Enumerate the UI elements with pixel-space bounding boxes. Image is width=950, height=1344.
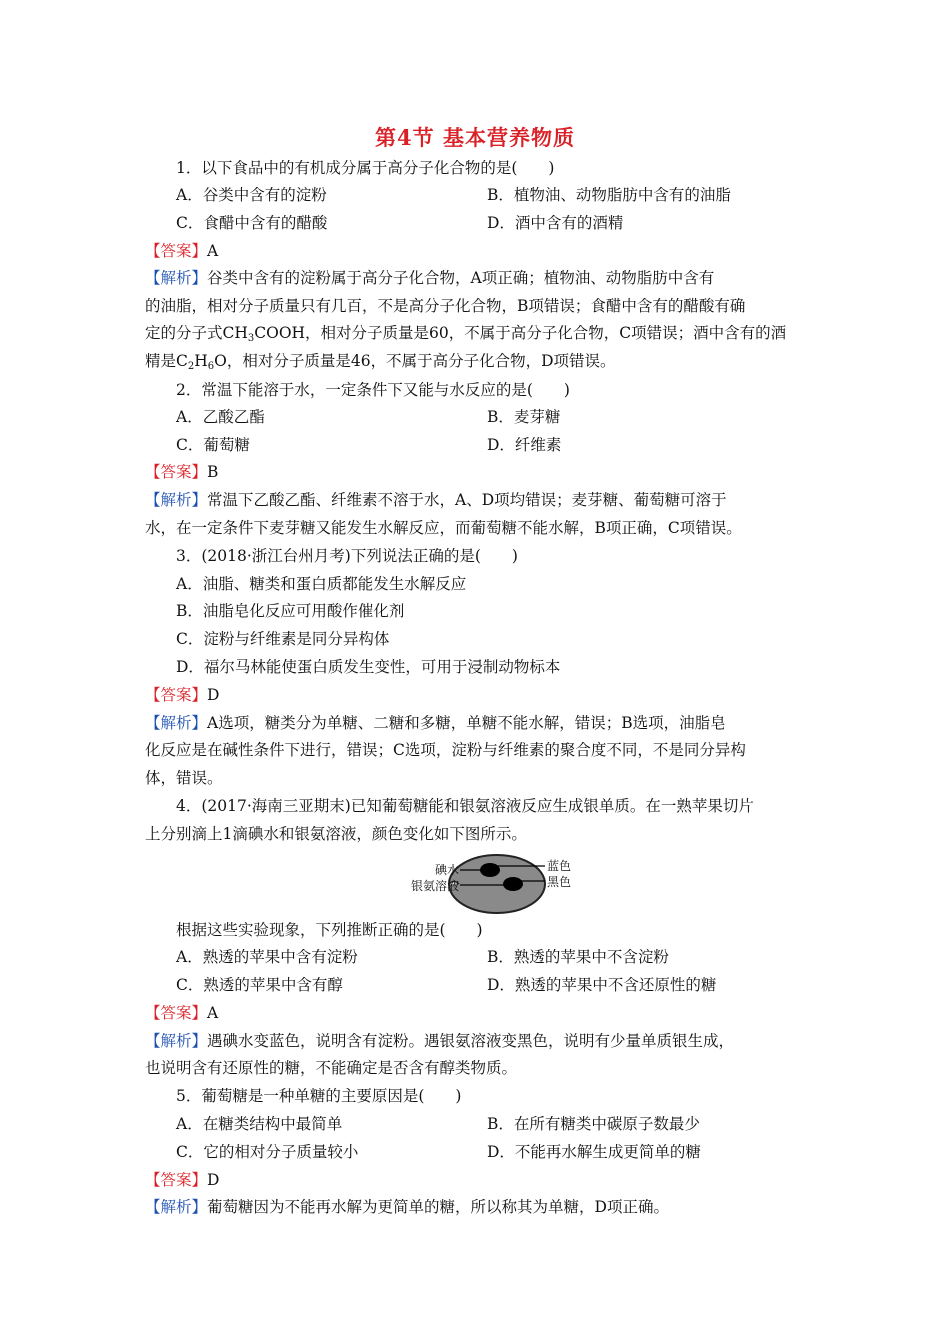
text-span: O，相对分子质量是46，不属于高分子化合物，D项错误。 [214, 352, 616, 370]
q3-option-a: A．油脂、糖类和蛋白质都能发生水解反应 [176, 575, 467, 593]
q3-analysis-line: 体，错误。 [145, 769, 223, 787]
q5-stem: 5．葡萄糖是一种单糖的主要原因是( ) [176, 1087, 462, 1105]
apple-slice-shape [449, 855, 545, 913]
q1-option-b: B．植物油、动物脂肪中含有的油脂 [487, 186, 731, 204]
q3-answer-value: D [207, 686, 220, 704]
q5-option-d: D．不能再水解生成更简单的糖 [487, 1143, 701, 1161]
text-span: 精是C [145, 352, 188, 370]
q4-analysis-text: 遇碘水变蓝色，说明含有淀粉。遇银氨溶液变黑色，说明有少量单质银生成， [207, 1032, 735, 1050]
q2-answer-value: B [207, 463, 219, 481]
q1-analysis-text: 谷类中含有的淀粉属于高分子化合物，A项正确；植物油、动物脂肪中含有 [207, 269, 715, 287]
q5-answer-value: D [207, 1171, 220, 1189]
figure-label-blue: 蓝色 [547, 859, 572, 873]
q2-analysis-line: 水，在一定条件下麦芽糖又能发生水解反应，而葡萄糖不能水解，B项正确，C项错误。 [145, 519, 742, 537]
subscript: 3 [247, 333, 255, 344]
apple-slice-figure [404, 853, 586, 917]
analysis-label: 【解析】 [145, 714, 208, 732]
q1-analysis-line [145, 351, 616, 371]
q3-analysis-text: A选项，糖类分为单糖、二糖和多糖，单糖不能水解，错误；B选项，油脂皂 [207, 714, 726, 732]
q4-stem-cont: 上分别滴上1滴碘水和银氨溶液，颜色变化如下图所示。 [145, 825, 527, 843]
subscript: 6 [207, 361, 215, 372]
q1-answer [145, 241, 218, 261]
analysis-label: 【解析】 [145, 1198, 208, 1216]
q1-option-c: C．食醋中含有的醋酸 [176, 214, 328, 232]
text-span: H [194, 352, 208, 370]
answer-label: 【答案】 [145, 1004, 208, 1022]
q4-analysis-line: 也说明含有还原性的糖，不能确定是否含有醇类物质。 [145, 1059, 518, 1077]
q4-option-d: D．熟透的苹果中不含还原性的糖 [487, 976, 717, 994]
q2-option-d: D．纤维素 [487, 436, 562, 454]
q4-analysis-line [145, 1031, 734, 1051]
answer-label: 【答案】 [145, 686, 208, 704]
q3-analysis-line [145, 713, 726, 733]
q3-option-d: D．福尔马林能使蛋白质发生变性，可用于浸制动物标本 [176, 658, 561, 676]
answer-label: 【答案】 [145, 463, 208, 481]
q4-answer [145, 1003, 218, 1023]
q3-option-c: C．淀粉与纤维素是同分异构体 [176, 630, 390, 648]
q2-option-a: A．乙酸乙酯 [176, 408, 265, 426]
text-span: 定的分子式CH [145, 324, 248, 342]
analysis-label: 【解析】 [145, 1032, 208, 1050]
q1-analysis-line [145, 268, 714, 288]
q1-option-d: D．酒中含有的酒精 [487, 214, 624, 232]
q2-analysis-text: 常温下乙酸乙酯、纤维素不溶于水，A、D项均错误；麦芽糖、葡萄糖可溶于 [207, 491, 727, 509]
apple-slice-diagram [404, 853, 586, 917]
q4-stem: 4．(2017·海南三亚期末)已知葡萄糖能和银氨溶液反应生成银单质。在一熟苹果切片 [176, 797, 754, 815]
q4-option-c: C．熟透的苹果中含有醇 [176, 976, 343, 994]
q2-stem: 2．常温下能溶于水，一定条件下又能与水反应的是( ) [176, 381, 570, 399]
subscript: 2 [187, 361, 195, 372]
q1-analysis-line: 的油脂，相对分子质量只有几百，不是高分子化合物，B项错误；食醋中含有的醋酸有确 [145, 297, 746, 315]
q4-answer-value: A [207, 1004, 219, 1022]
q3-answer [145, 685, 219, 705]
q5-analysis-line [145, 1197, 669, 1217]
q2-answer [145, 462, 218, 482]
answer-label: 【答案】 [145, 1171, 208, 1189]
q4-option-b: B．熟透的苹果中不含淀粉 [487, 948, 669, 966]
q3-analysis-line: 化反应是在碱性条件下进行，错误；C选项，淀粉与纤维素的聚合度不同，不是同分异构 [145, 741, 746, 759]
section-title: 第4节 基本营养物质 [375, 125, 575, 150]
analysis-label: 【解析】 [145, 269, 208, 287]
q5-option-a: A．在糖类结构中最简单 [176, 1115, 343, 1133]
q5-answer [145, 1170, 219, 1190]
analysis-label: 【解析】 [145, 491, 208, 509]
silver-ammonia-drop [503, 877, 523, 891]
q4-option-a: A．熟透的苹果中含有淀粉 [176, 948, 358, 966]
q5-analysis-text: 葡萄糖因为不能再水解为更简单的糖，所以称其为单糖，D项正确。 [207, 1198, 669, 1216]
q5-option-c: C．它的相对分子质量较小 [176, 1143, 359, 1161]
q2-option-b: B．麦芽糖 [487, 408, 561, 426]
q1-answer-value: A [207, 242, 219, 260]
figure-label-silver: 银氨溶液 [410, 879, 459, 893]
q3-option-b: B．油脂皂化反应可用酸作催化剂 [176, 602, 405, 620]
answer-label: 【答案】 [145, 242, 208, 260]
figure-label-black: 黑色 [547, 875, 572, 889]
q5-option-b: B．在所有糖类中碳原子数最少 [487, 1115, 700, 1133]
q1-stem: 1．以下食品中的有机成分属于高分子化合物的是( ) [176, 159, 555, 177]
q2-analysis-line [145, 490, 727, 510]
q3-stem: 3．(2018·浙江台州月考)下列说法正确的是( ) [176, 547, 518, 565]
figure-label-iodine: 碘水 [434, 863, 459, 877]
text-span: COOH，相对分子质量是60，不属于高分子化合物，C项错误；酒中含有的酒 [254, 324, 787, 342]
q1-analysis-line [145, 323, 786, 343]
q1-option-a: A．谷类中含有的淀粉 [176, 186, 327, 204]
q4-question: 根据这些实验现象，下列推断正确的是( ) [176, 921, 483, 939]
q2-option-c: C．葡萄糖 [176, 436, 250, 454]
